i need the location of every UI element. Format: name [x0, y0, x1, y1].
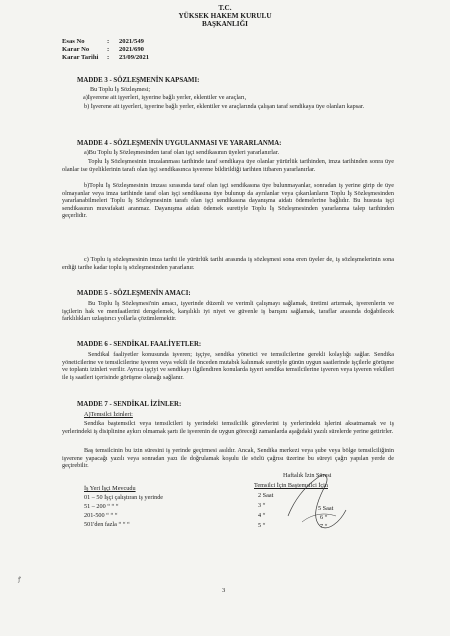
table-row-range: 201-500 “ “ “	[84, 512, 118, 519]
madde-3-p3: b) İşverene ait işyerleri, işyerine bağlı yerler, eklentiler ve araçlarında çalışan taraf sendikaya üye olanları kapsar.	[84, 103, 365, 110]
table-row-range: 01 – 50 İşçi çalıştıran iş yerinde	[84, 494, 164, 501]
madde-7-subtitle: A)Temsilci İzinleri:	[84, 411, 133, 418]
table-row-range: 51 – 200 “ “ “	[84, 503, 119, 510]
header-presidency: BAŞKANLIĞI	[202, 20, 248, 28]
signature-scribble	[268, 466, 368, 536]
madde-4-p4: c) Toplu iş sözleşmesinin imza tarihi ile yürürlük tarihi arasında iş sözleşmesi sona eren üyeler de, iş sözleşmelerinin sona erdiği tarihe kadar toplu iş sözleşmesinden yararlanır.	[62, 256, 394, 271]
madde-6-p1: Sendikal faaliyetler konusunda işveren; işçiye, sendika yönetici ve temsilcilerine gerekli kolaylığı sağlar. Sendika yöneticilerine ve temsilcilerine işveren veya vekili ile önceden mutabık kalınmak suretiyle günün uygun saatlerinde işçilerle görüşme ve toplantı izinleri verilir. Ayrıca işçiyi ve sendikayı ilgilendiren konularda işyeri sendika temsilcilerine işveren veya işveren vekilleri ile iş saatleri içerisinde görüşme olanağı sağlanır.	[62, 351, 394, 381]
table-row-temsilci: 4 “	[258, 512, 266, 519]
madde-3-title: MADDE 3 - SÖZLEŞMENİN KAPSAMI:	[77, 77, 200, 84]
meta-esas: Esas No : 2021/549	[62, 38, 144, 45]
madde-3-p2: a)İşverene ait işyerleri, işyerine bağlı yerler, eklentiler ve araçları,	[83, 94, 247, 101]
table-col2-line2: Temsilci İçin Baştemsilci İçin	[254, 482, 328, 489]
table-row-temsilci: 5 “	[258, 522, 266, 529]
madde-7-p2: Baş temsilcinin bu izin süresini iş yerinde geçirmesi asıldır. Ancak, Sendika merkezi veya şube veya bölge temsilciliğinin işverene yapacağı yazılı veya sonradan yazı ile doğrulamak koşulu ile sözlü çağrısı üzerine bu süreyi çağrı yapılan yerde de geçirebilir.	[62, 447, 394, 470]
header-tc: T.C.	[218, 4, 232, 12]
madde-7-title: MADDE 7 - SENDİKAL İZİNLER:	[77, 401, 182, 408]
meta-key: Karar Tarihi	[62, 54, 99, 61]
header-court: YÜKSEK HAKEM KURULU	[178, 12, 272, 20]
madde-6-title: MADDE 6 - SENDİKAL FAALİYETLER:	[77, 341, 202, 348]
table-row-temsilci: 2 Saat	[258, 492, 274, 499]
meta-karar: Karar No : 2021/690	[62, 46, 144, 53]
madde-4-p1: a)Bu Toplu İş Sözleşmesinden taraf olan işçi sendikasının üyeleri yararlanırlar.	[84, 149, 279, 156]
madde-3-p1: Bu Toplu İş Sözleşmesi;	[90, 86, 151, 93]
table-row-range: 501'den fazla “ “ “	[84, 521, 130, 528]
table-col2-line1: Haftalık İzin Süresi	[283, 472, 332, 479]
madde-5-p1: Bu Toplu İş Sözleşmesi'nin amacı, işyerinde düzenli ve verimli çalışmayı sağlamak, üretimi artırmak, işverenlerin ve işçilerin hak ve menfaatlerini dengelemek, karşılıklı iyi niyet ve güvenle iş barışını sağlamak, taraflar arasında doğabilecek farklılıkları uzlaştırıcı yollarla çözümlemektir.	[62, 300, 394, 323]
table-row-bastemsilci: 6 “	[320, 514, 328, 521]
table-row-bastemsilci: 7 “	[320, 523, 328, 530]
table-row-temsilci: 3 “	[258, 502, 266, 509]
table-row-bastemsilci: 5 Saat	[318, 505, 334, 512]
madde-5-title: MADDE 5 - SÖZLEŞMENİN AMACI:	[77, 290, 191, 297]
meta-value: 2021/690	[119, 46, 144, 53]
meta-key: Esas No	[62, 38, 85, 45]
madde-7-p1: Sendika baştemsilci veya temsilcileri iş yerindeki temsilcilik görevlerini iş yerlerindeki işlerini aksatmamak ve iş yerlerindeki iş disiplinine aykırı olmamak şartı ile işverenin de uygun göreceği zamanlarda aşağıdaki yazılı sürelerde yerine getirirler.	[62, 420, 394, 435]
madde-4-p2: Toplu İş Sözleşmesinin imzalanması tarihinde taraf sendikaya üye olanlar yürürlük tarihinden, imza tarihinden sonra üye olanlar ise üyeliklerinin tarafı olan işçi sendikasınca işverene bildirildiği tarihten itibaren yararlanırlar.	[62, 158, 394, 173]
madde-4-title: MADDE 4 - SÖZLEŞMENİN UYGULANMASI VE YARARLANMA:	[77, 140, 282, 147]
meta-key: Karar No	[62, 46, 90, 53]
table-col1-header: İş Yeri İşçi Mevcudu	[84, 485, 136, 492]
margin-mark: ꝭ	[18, 577, 21, 583]
madde-4-p3: b)Toplu İş Sözleşmesinin imzası sırasında taraf olan işçi sendikasına üye bulunmayanlar, sonradan iş yerine girip de üye olmayanlar veya imza tarihinde taraf olan işçi sendikasına üye bulunup da ayrılanlar veya çıkarılanların Toplu İş Sözleşmesinden yararlanabilmeleri Toplu İş Sözleşmesinin tarafı olan işçi sendikasına dayanışma aidatı ödemelerine bağlıdır. Bu hususta işçi sendikasının muvafakati aranmaz. Dayanışma aidatı ödemek suretiyle Toplu İş Sözleşmesinden yararlanma talep tarihinden geçerlidir.	[62, 182, 394, 220]
page-number: 3	[222, 587, 226, 594]
meta-tarih: Karar Tarihi : 23/09/2021	[62, 54, 150, 61]
meta-value: 2021/549	[119, 38, 144, 45]
meta-value: 23/09/2021	[119, 54, 150, 61]
